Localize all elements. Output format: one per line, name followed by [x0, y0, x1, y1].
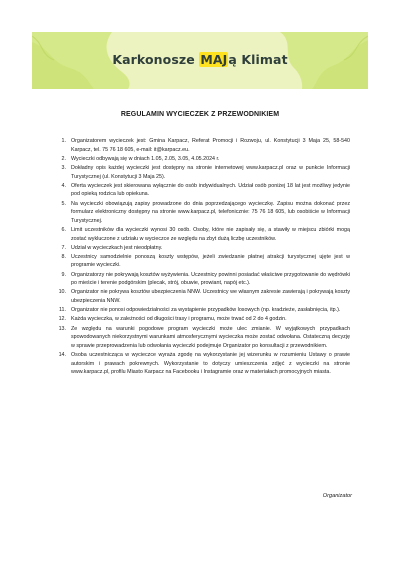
banner-title-highlight: MAJ — [200, 52, 228, 67]
list-item-text: Uczestnicy samodzielnie ponoszą koszty wstępów, jeżeli zwiedzanie płatnej atrakcji turystycznej ujęte jest w programie wycieczki. — [71, 253, 350, 269]
document-title: REGULAMIN WYCIECZEK Z PRZEWODNIKIEM — [120, 111, 280, 118]
list-item-text: Oferta wycieczek jest skierowana wyłącznie do osób indywidualnych. Udział osób poniżej 18 lat jest możliwy jedynie pod opieką rodzica lub opiekuna. — [71, 182, 350, 198]
list-item — [56, 253, 350, 270]
list-item-text: Dokładny opis każdej wycieczki jest dostępny na stronie internetowej www.karpacz.pl oraz w punkcie Informacji Turystycznej (ul. Konstytucji 3 Maja 25). — [71, 164, 350, 180]
list-item-number: 13. — [58, 325, 66, 332]
list-item — [56, 200, 350, 226]
list-item-number: 4. — [61, 182, 66, 189]
list-item — [56, 164, 350, 181]
list-item-text: Organizator nie ponosi odpowiedzialności za wystąpienie przypadków losowych (np. kradzieże, zasłabnięcia, itp.). — [71, 307, 341, 314]
list-item — [56, 288, 350, 305]
list-item-text: Wycieczki odbywają się w dniach 1.05, 2.05, 3.05, 4.05.2024 r. — [71, 155, 220, 162]
list-item-number: 2. — [61, 155, 66, 162]
list-item — [56, 325, 350, 351]
list-item-text: Ze względu na warunki pogodowe program wycieczki może ulec zmianie. W wyjątkowych przypadkach spowodowanych niekorzystnymi warunkami atmosferycznymi wycieczka może zostać odwołana. Ostateczną decyzję w sprawie przeprowadzenia lub odwołania wycieczki podejmuje Organizator po konsultacji z przewodnikiem. — [71, 325, 350, 349]
signature-organizer: Organizator — [322, 493, 352, 499]
list-item — [56, 306, 350, 315]
list-item-number: 7. — [61, 244, 66, 251]
list-item-number: 8. — [61, 253, 66, 260]
list-item-number: 12. — [58, 316, 66, 323]
list-item-number: 1. — [61, 138, 66, 144]
list-item-text: Osoba uczestnicząca w wycieczce wyraża zgodę na wykorzystanie jej wizerunku w rozumieniu Ustawy o prawie autorskim i prawach pokrewnych. Wykorzystanie to dotyczy umieszczenia zdjęć z wycieczki na stronie www.karpacz.pl, profilu Miasto Karpacz na Facebooku i Instagramie oraz w materiałach promocyjnych miasta. — [71, 351, 350, 376]
list-item — [56, 182, 350, 199]
list-item-number: 11. — [58, 307, 66, 314]
list-item — [56, 315, 350, 324]
list-item — [56, 137, 350, 154]
banner-title — [32, 52, 368, 67]
list-item-text: Organizatorzy nie pokrywają kosztów wyżywienia. Uczestnicy powinni posiadać właściwe przygotowanie do wędrówki po mieście i terenie podgórskim (plecak, strój, obuwie, prowiant, napój etc.). — [71, 271, 350, 287]
list-item-number: 5. — [61, 200, 66, 207]
list-item-text: Limit uczestników dla wycieczki wynosi 30 osób. Osoby, które nie zapisały się, a stawiły w miejscu zbiórki mogą zostać wykluczone z udziału w wycieczce ze względu na zbyt dużą liczbę uczestników. — [71, 226, 350, 242]
header-banner — [32, 32, 368, 89]
list-item — [56, 155, 350, 164]
list-item — [56, 271, 350, 288]
list-item-number: 14. — [58, 351, 66, 358]
rules-list — [56, 137, 350, 377]
list-item-text: Każda wycieczka, w zależności od długości trasy i programu, może trwać od 2 do 4 godzin. — [71, 316, 287, 323]
list-item-text: Udział w wycieczkach jest nieodpłatny. — [71, 244, 163, 251]
list-item-text: Na wycieczki obowiązują zapisy prowadzone do dnia poprzedzającego wycieczkę. Zapisu można dokonać przez formularz elektroniczny dostępny na stronie www.karpacz.pl, telefonicznie: 75 76 18 605, lub osobiście w Informacji Turystycznej. — [71, 200, 350, 224]
list-item-number: 3. — [61, 164, 66, 171]
list-item-number: 10. — [58, 289, 66, 296]
list-item — [56, 244, 350, 253]
banner-title-prefix: Karkonosze — [112, 52, 200, 67]
list-item-number: 9. — [61, 271, 66, 278]
list-item-text: Organizator nie pokrywa kosztów ubezpieczenia NNW. Uczestnicy we własnym zakresie zawierają i pokrywają koszty ubezpieczenia NNW. — [71, 289, 350, 305]
list-item-text: Organizatorem wycieczek jest: Gmina Karpacz, Referat Promocji i Rozwoju, ul. Konstytucji 3 Maja 25, 58-540 Karpacz, tel. 75 76 18 605, e-mail: it@karpacz.eu. — [71, 138, 350, 153]
list-item — [56, 351, 350, 377]
list-item-number: 6. — [61, 226, 66, 233]
list-item — [56, 226, 350, 243]
banner-title-suffix: ą Klimat — [228, 52, 288, 67]
